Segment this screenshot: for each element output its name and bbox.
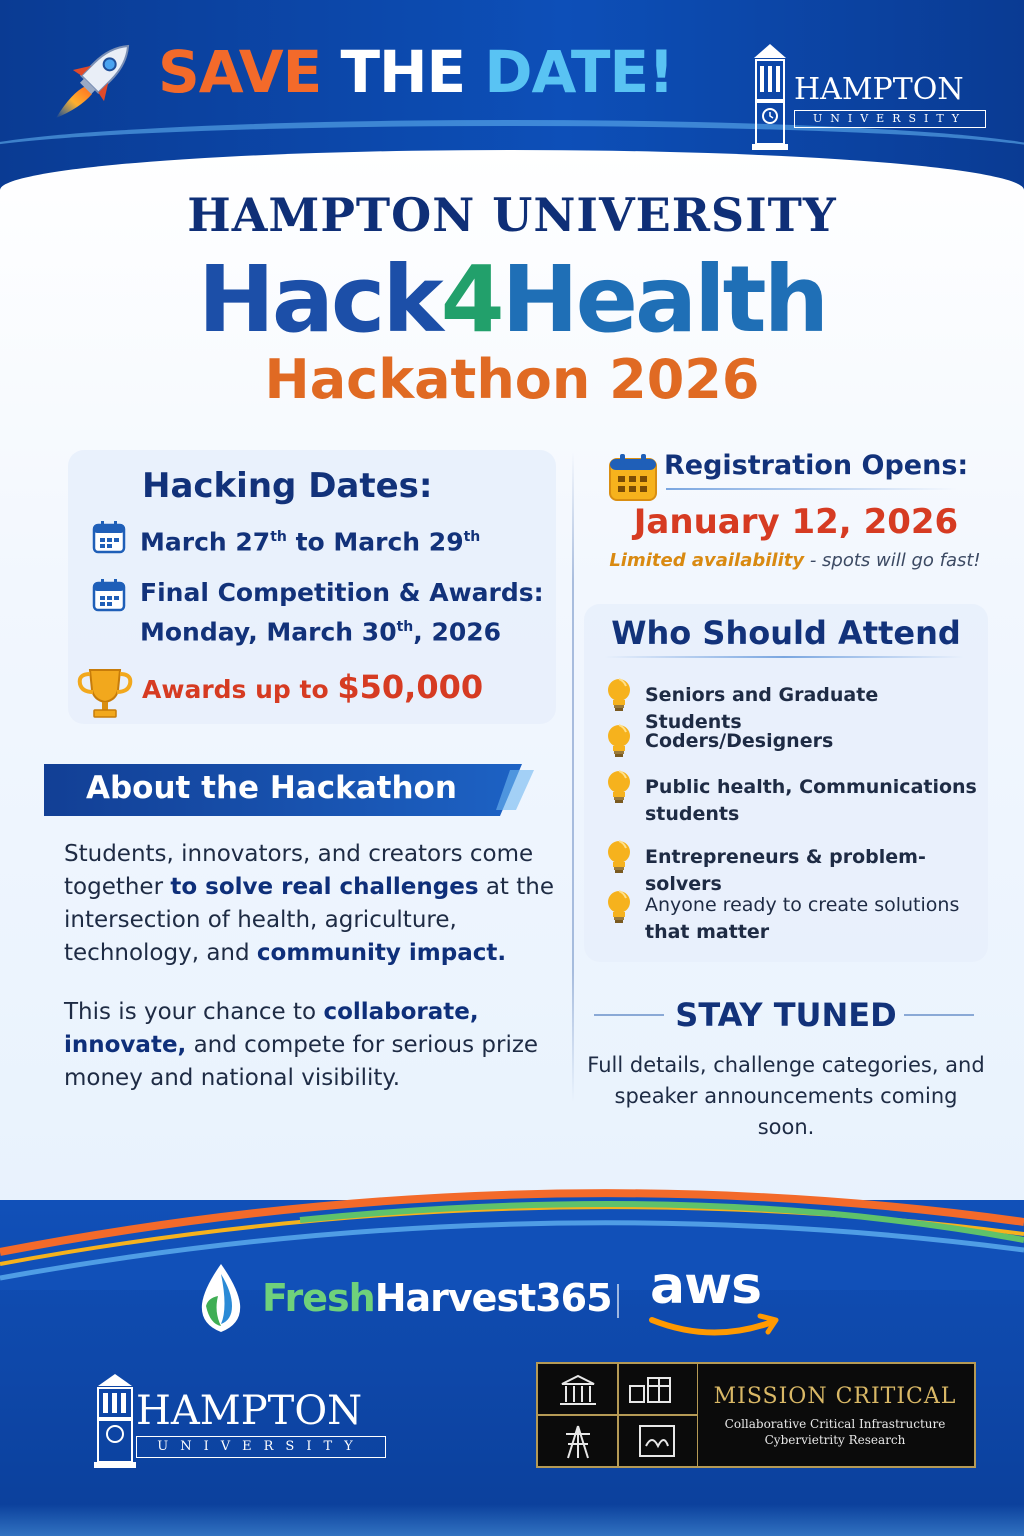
- registration-note-rest: - spots will go fast!: [804, 550, 981, 571]
- date-word: DATE!: [484, 38, 674, 106]
- calendar-icon: [92, 578, 126, 612]
- mission-sub-line-1: Collaborative Critical Infrastructure: [724, 1417, 946, 1431]
- attend-item: Entrepreneurs & problem-solvers: [645, 846, 926, 895]
- final-competition-label: Final Competition & Awards:: [140, 578, 544, 607]
- save-word: SAVE: [158, 38, 322, 106]
- attend-underline: [604, 656, 964, 658]
- range-start: March 27: [140, 527, 271, 557]
- range-end-suffix: th: [463, 529, 481, 545]
- about-p2-emphasis: collaborate, innovate,: [64, 999, 479, 1058]
- the-word: THE: [340, 38, 466, 106]
- infrastructure-icons: [538, 1364, 698, 1466]
- registration-date: January 12, 2026: [633, 502, 959, 542]
- who-should-attend-heading: Who Should Attend: [611, 614, 961, 652]
- hampton-logo-sub: UNIVERSITY: [136, 1436, 386, 1458]
- about-p2-text: This is your chance to: [64, 999, 324, 1025]
- about-p2-text-2: and compete for serious prize money and national visibility.: [64, 1032, 539, 1091]
- about-p1-emphasis-2: community impact.: [256, 940, 507, 966]
- about-heading: About the Hackathon: [86, 770, 457, 806]
- lightbulb-icon: [604, 838, 634, 876]
- freshharvest-drop-icon: [192, 1262, 250, 1336]
- range-end: to March 29: [286, 527, 464, 557]
- final-date-year: , 2026: [413, 617, 502, 647]
- awards-line: [142, 668, 483, 706]
- registration-underline: [666, 488, 956, 490]
- calendar-icon: [92, 520, 126, 554]
- aws-smile-icon: [648, 1260, 784, 1340]
- clock-tower-icon: [748, 42, 792, 154]
- about-paragraph-1: [64, 838, 564, 970]
- mission-critical-subtitle: [700, 1416, 970, 1448]
- health-word: Health: [501, 246, 827, 353]
- logo-separator: [617, 1284, 619, 1318]
- hack-word: Hack: [197, 246, 441, 353]
- mission-critical-title: MISSION CRITICAL: [713, 1384, 957, 1409]
- hampton-logo-bottom: [90, 1372, 390, 1472]
- registration-heading: Registration Opens:: [664, 450, 969, 481]
- awards-amount: $50,000: [337, 668, 484, 706]
- hampton-logo-name: HAMPTON: [794, 72, 964, 107]
- awards-label: Awards up to: [142, 675, 338, 704]
- save-the-date-headline: [158, 38, 674, 106]
- hacking-dates-heading: Hacking Dates:: [142, 466, 433, 506]
- about-p1-text: Students, innovators, and creators come together: [64, 841, 534, 900]
- university-title: HAMPTON UNIVERSITY: [187, 188, 837, 242]
- stay-tuned-text: Full details, challenge categories, and speaker announcements coming soon.: [587, 1053, 985, 1139]
- stay-tuned-heading: STAY TUNED: [675, 996, 897, 1034]
- lightbulb-icon: [604, 768, 634, 806]
- registration-note: [580, 550, 1010, 571]
- footer-stripe: [0, 1504, 1024, 1536]
- aws-logo-text: aws: [650, 1256, 762, 1316]
- footer-swoosh: [0, 1160, 1024, 1290]
- registration-note-highlight: Limited availability: [609, 550, 805, 571]
- calendar-icon: [608, 452, 658, 502]
- about-p1-emphasis: to solve real challenges: [170, 874, 479, 900]
- final-date-suffix: th: [396, 619, 414, 635]
- rocket-icon: [52, 32, 142, 122]
- hampton-logo-name: HAMPTON: [136, 1388, 363, 1434]
- attend-last-text: Anyone ready to create solutions: [645, 894, 960, 916]
- column-divider: [572, 452, 574, 1102]
- freshharvest-logo-text: [262, 1276, 612, 1320]
- trophy-icon: [76, 666, 134, 720]
- lightbulb-icon: [604, 676, 634, 714]
- mission-sub-line-2: Cybervietrity Research: [764, 1433, 906, 1447]
- four-word: 4: [440, 246, 502, 353]
- clock-tower-icon: [90, 1372, 140, 1472]
- hacking-date-range: [140, 520, 480, 559]
- lightbulb-icon: [604, 888, 634, 926]
- hack4health-title: [0, 246, 1024, 353]
- lightbulb-icon: [604, 722, 634, 760]
- fresh-word: Fresh: [262, 1276, 375, 1320]
- attend-item: Seniors and Graduate Students: [645, 684, 879, 733]
- final-date-day: Monday, March 30: [140, 617, 397, 647]
- attend-last-emphasis: that matter: [645, 921, 770, 943]
- hampton-logo-sub: UNIVERSITY: [794, 110, 986, 128]
- about-p1-text-2: at the intersection of health, agriculture, technology, and: [64, 874, 554, 966]
- attend-item: Coders/Designers: [645, 730, 834, 752]
- hackathon-subtitle: Hackathon 2026: [264, 348, 760, 411]
- attend-item: [645, 892, 980, 946]
- final-competition-date: [140, 610, 501, 649]
- range-start-suffix: th: [270, 529, 287, 545]
- attend-item: Public health, Communications students: [645, 776, 977, 825]
- about-paragraph-2: [64, 996, 564, 1095]
- harvest-word: Harvest365: [374, 1276, 612, 1320]
- hampton-logo-top: [748, 42, 988, 154]
